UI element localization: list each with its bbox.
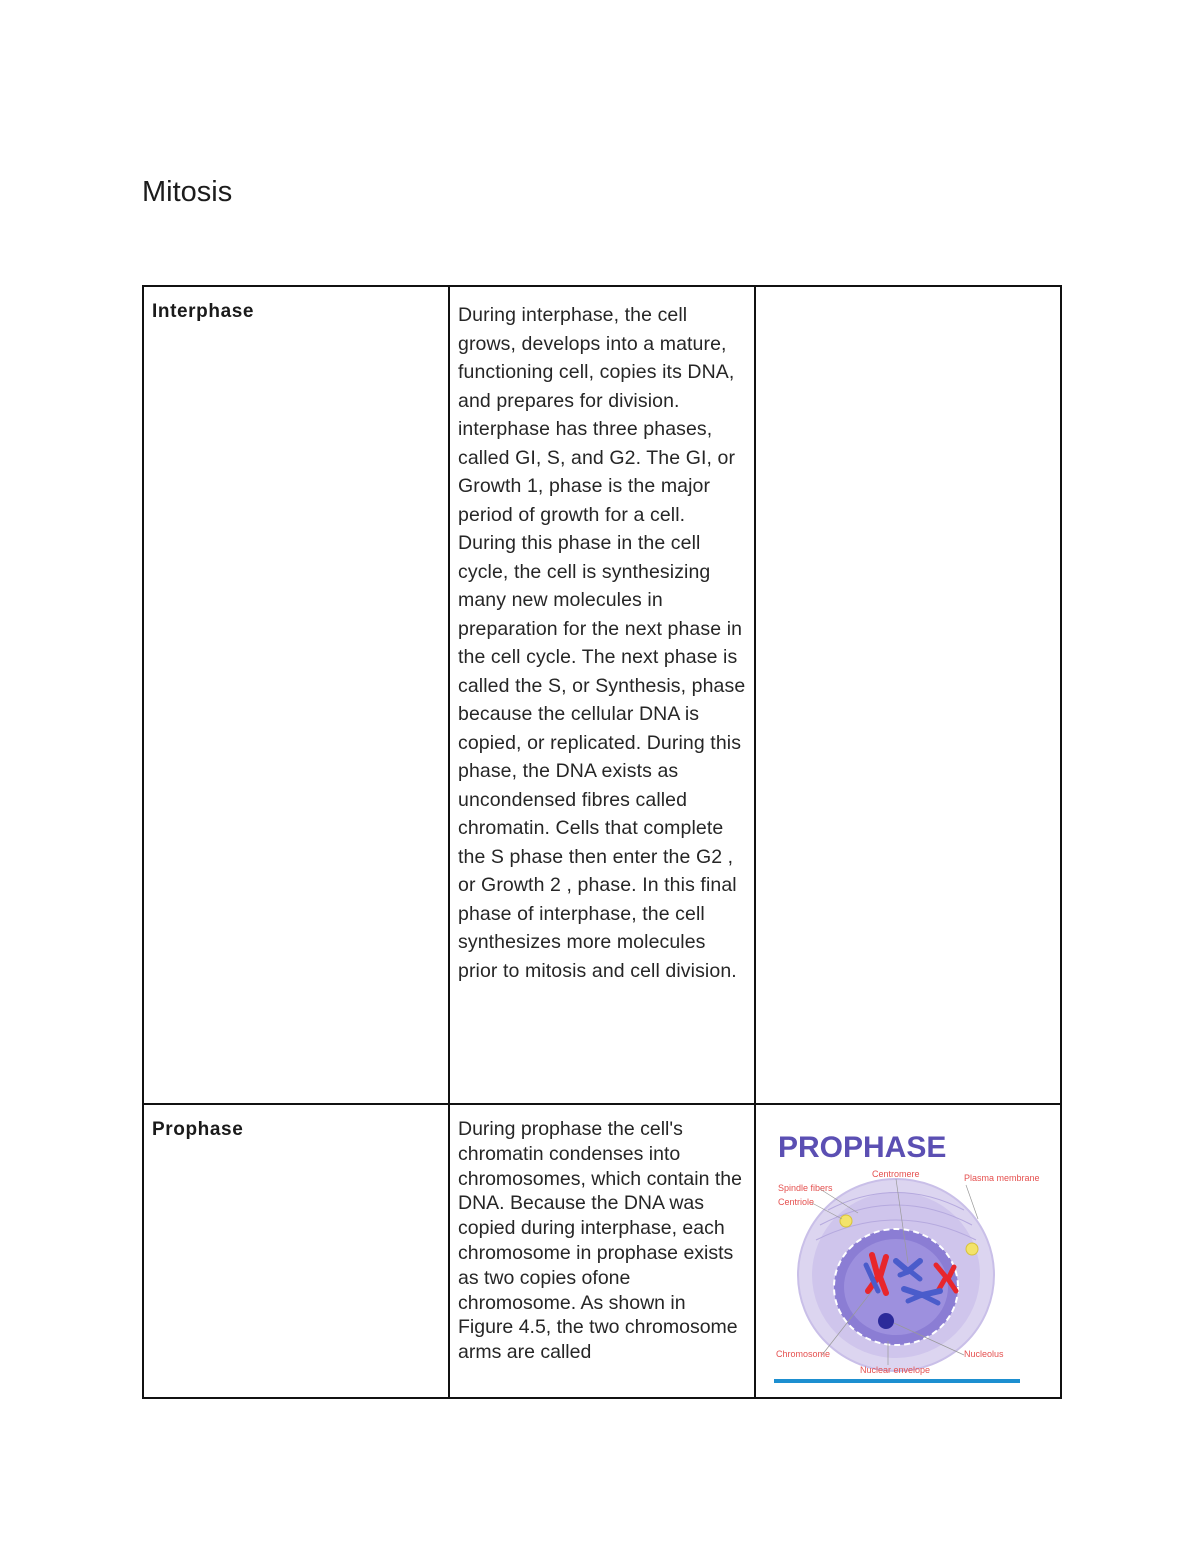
label-plasma-membrane: Plasma membrane <box>964 1173 1040 1183</box>
nucleolus <box>878 1313 894 1329</box>
label-centriole: Centriole <box>778 1197 815 1207</box>
phase-name: Interphase <box>152 301 255 322</box>
label-chromosome: Chromosome <box>776 1349 831 1359</box>
centriole-icon <box>840 1215 852 1227</box>
table-row <box>143 1104 1061 1398</box>
table-row <box>143 286 1061 1104</box>
description-cell <box>449 1104 755 1398</box>
image-cell <box>755 1104 1061 1398</box>
diagram-footer-bar <box>774 1379 1020 1383</box>
centriole-icon <box>966 1243 978 1255</box>
phase-cell <box>143 1104 449 1398</box>
page-title: Mitosis <box>142 176 233 208</box>
label-spindle-fibers: Spindle fibers <box>778 1183 833 1193</box>
label-nucleolus: Nucleolus <box>964 1349 1004 1359</box>
label-centromere: Centromere <box>872 1169 920 1179</box>
prophase-diagram <box>768 1115 1040 1383</box>
label-nuclear-envelope: Nuclear envelope <box>860 1365 931 1375</box>
diagram-title: PROPHASE <box>778 1131 947 1164</box>
phase-description: During prophase the cell's chromatin condenses into chromosomes, which contain the DNA. Because the DNA was copied during interphase, each chromosome in prophase exists as two copies ofone chromosome. As shown in Figure 4.5, the two chromosome arms are called <box>458 1118 742 1364</box>
phase-table <box>142 285 1062 1399</box>
image-cell <box>755 286 1061 1104</box>
phase-cell <box>143 286 449 1104</box>
phase-description: During interphase, the cell grows, develops into a mature, functioning cell, copies its DNA, and prepares for division. interphase has three phases, called GI, S, and G2. The GI, or Growth 1, phase is the major period of growth for a cell. During this phase in the cell cycle, the cell is synthesizing many new molecules in preparation for the next phase in the cell cycle. The next phase is called the S, or Synthesis, phase because the cellular DNA is copied, or replicated. During this phase, the DNA exists as uncondensed fibres called chromatin. Cells that complete the S phase then enter the G2 , or Growth 2 , phase. In this final phase of interphase, the cell synthesizes more molecules prior to mitosis and cell division. <box>458 304 746 982</box>
phase-name: Prophase <box>152 1119 244 1140</box>
description-cell <box>449 286 755 1104</box>
